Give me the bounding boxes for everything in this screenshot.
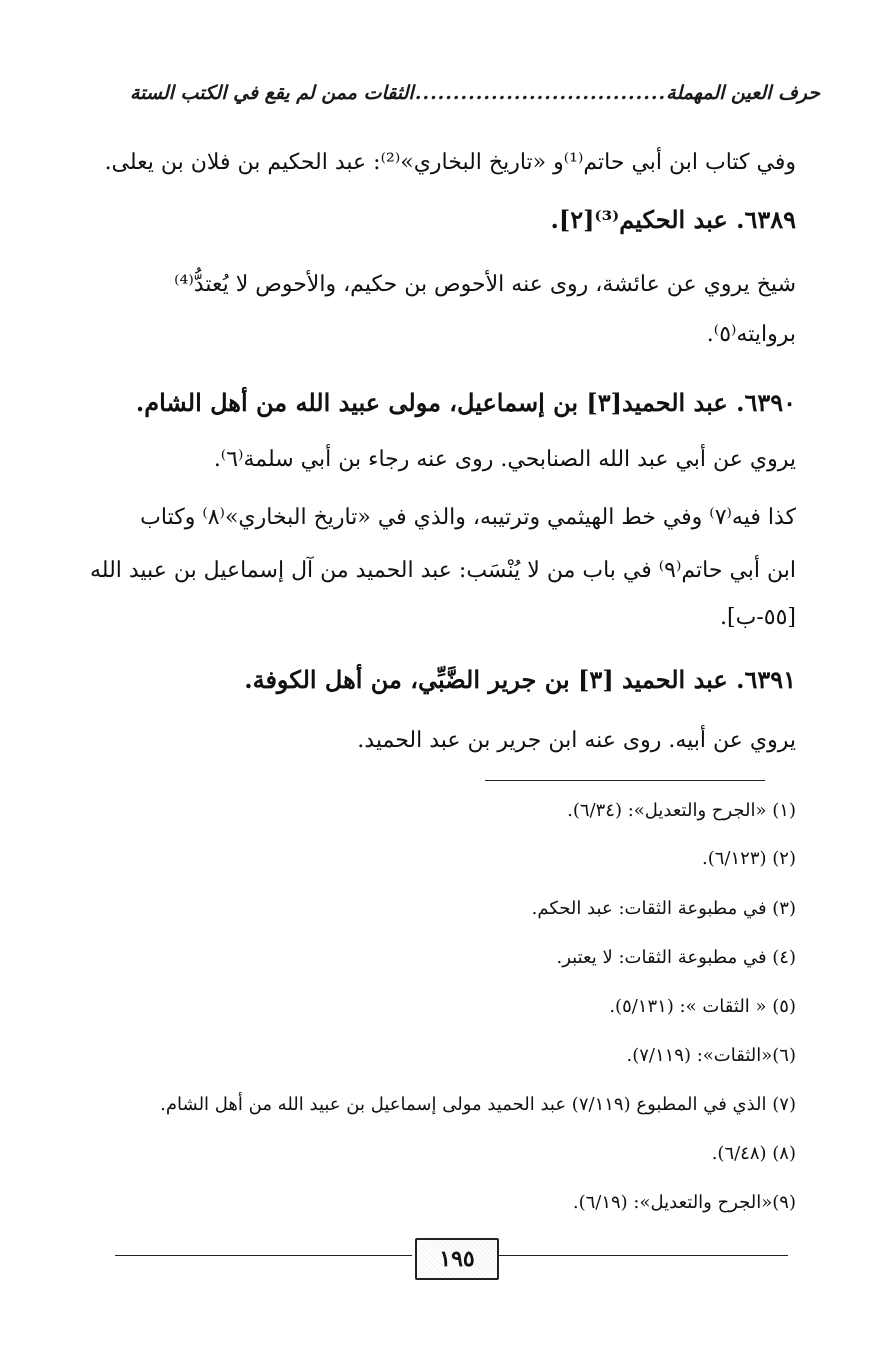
footnote-2: (٢) (٦/١٢٣). — [702, 848, 796, 869]
footnote-5: (٥) « الثقات »: (٥/١٣١). — [609, 996, 796, 1017]
page-number: ١٩٥ — [415, 1238, 499, 1280]
body-line-1: وفي كتاب ابن أبي حاتم⁽¹⁾و «تاريخ البخاري»⁽²⁾: عبد الحكيم بن فلان بن يعلى. — [104, 150, 796, 175]
header-book-title: الثقات ممن لم يقع في الكتب الستة — [130, 82, 414, 104]
header-leader-dots — [414, 82, 666, 104]
footnote-1: (١) «الجرح والتعديل»: (٦/٣٤). — [567, 800, 796, 821]
body-line-9: [٥٥-ب]. — [720, 605, 796, 630]
footnote-3: (٣) في مطبوعة الثقات: عبد الحكم. — [531, 898, 796, 919]
body-line-6: يروي عن أبي عبد الله الصنابحي. روى عنه رجاء بن أبي سلمة⁽٦⁾. — [213, 447, 796, 472]
footnote-7: (٧) الذي في المطبوع (٧/١١٩) عبد الحميد مولى إسماعيل بن عبيد الله من أهل الشام. — [160, 1094, 796, 1115]
footer-rule-right — [498, 1255, 788, 1256]
body-line-7: كذا فيه⁽٧⁾ وفي خط الهيثمي وترتيبه، والذي في «تاريخ البخاري»⁽٨⁾ وكتاب — [140, 505, 796, 530]
footnote-6: (٦)«الثقات»: (٧/١١٩). — [626, 1045, 796, 1066]
footnote-9: (٩)«الجرح والتعديل»: (٦/١٩). — [572, 1192, 796, 1213]
header-chapter: حرف العين المهملة — [666, 82, 820, 104]
body-line-11: يروي عن أبيه. روى عنه ابن جرير بن عبد الحميد. — [357, 728, 796, 753]
body-line-4: بروايته⁽٥⁾. — [706, 322, 796, 347]
entry-heading-6391: ٦٣٩١. عبد الحميد [٣] بن جرير الضَّبِّي، من أهل الكوفة. — [244, 665, 796, 694]
footnote-4: (٤) في مطبوعة الثقات: لا يعتبر. — [556, 947, 796, 968]
footnote-separator — [485, 780, 765, 781]
body-line-3: شيخ يروي عن عائشة، روى عنه الأحوص بن حكيم، والأحوص لا يُعتدُّ⁽⁴⁾ — [174, 272, 796, 297]
footer-rule-left — [115, 1255, 412, 1256]
body-line-8: ابن أبي حاتم⁽٩⁾ في باب من لا يُنْسَب: عبد الحميد من آل إسماعيل بن عبيد الله — [89, 558, 796, 583]
footnote-8: (٨) (٦/٤٨). — [711, 1143, 796, 1164]
entry-heading-6389: ٦٣٨٩. عبد الحكيم⁽³⁾[٢]. — [550, 205, 796, 234]
entry-heading-6390: ٦٣٩٠. عبد الحميد[٣] بن إسماعيل، مولى عبيد الله من أهل الشام. — [135, 388, 796, 417]
running-header — [130, 82, 820, 104]
